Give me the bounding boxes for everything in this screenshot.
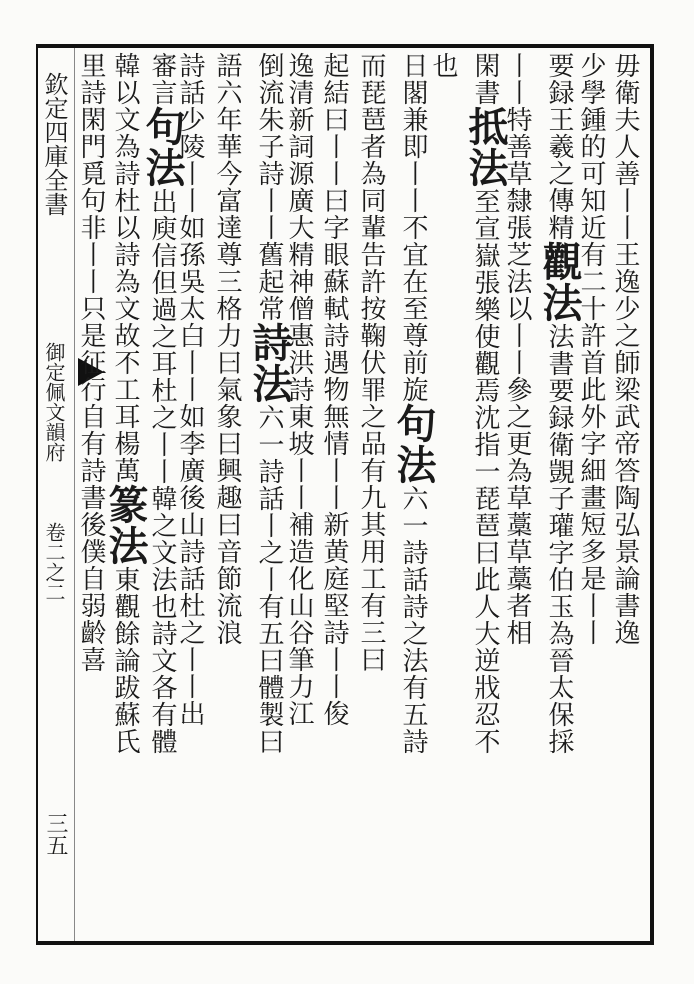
text-column-14: 審言句法出庾信但過之耳杜之丨丨韓之文法也詩文各有體: [139, 52, 186, 755]
text-column-8: 而琵琶者為同輩告許按鞠伏罪之品有九其用工有三曰: [356, 52, 386, 673]
text-column-4: 丨丨特善草隸張芝法以丨丨參之更為草藁草藁者相: [502, 52, 532, 646]
frame-bottom-rule: [36, 941, 654, 945]
text-column-1: 毋衛夫人善丨丨王逸少之師梁武帝答陶弘景論書逸: [610, 52, 640, 646]
heading-term: 篆法: [102, 484, 149, 566]
text-column-5: 閑書抵法至宣嶽張樂使觀焉沈指一琵琶曰此人大逆戕忍不: [462, 52, 509, 755]
heading-term: 抵法: [462, 106, 509, 188]
text-column-11: 倒流朱子詩丨丨舊起常詩法六一詩話丨之丨有五曰體製曰: [246, 52, 293, 755]
heading-term: 句法: [139, 106, 186, 188]
text-column-9: 起結曰丨丨曰字眼蘇軾詩遇物無情丨丨新黄庭堅詩丨丨俊: [319, 52, 349, 727]
heading-term: 觀法: [536, 241, 583, 323]
text-column-12: 語六年華今富達尊三格力曰氣象曰興趣曰音節流浪: [212, 52, 242, 646]
text-column-10: 逸清新詞源廣大精神僧惠洪詩東坡丨丨補造化山谷筆力江: [284, 52, 314, 727]
text-column-3: 要録王羲之傳精觀法法書要録衛覬子瓘字伯玉為晉太保採: [536, 52, 583, 755]
margin-title: 欽定四庫全書: [40, 72, 68, 216]
margin-divider: [74, 48, 75, 941]
margin-page-number: 三五: [43, 812, 68, 856]
margin-column: [38, 52, 72, 938]
text-column-6: 也: [428, 52, 458, 79]
text-column-7: 日閣兼即丨丨不宜在至尊前旋句法六一詩話詩之法有五詩: [390, 52, 437, 755]
heading-term: 詩法: [246, 322, 293, 404]
frame-right-rule: [650, 44, 654, 945]
margin-section: 卷二之二: [42, 522, 66, 602]
text-column-2: 少學鍾的可知近有二十許首此外字細畫短多是丨丨: [576, 52, 606, 646]
margin-subtitle: 御定佩文韻府: [42, 342, 66, 462]
frame-top-rule: [36, 44, 654, 48]
heading-term: 句法: [390, 403, 437, 485]
text-column-13: 詩話少陵丨丨如孫吳太白丨丨如李廣後山詩話杜之丨丨出: [175, 52, 205, 727]
text-column-16: 里詩閑門覓句非丨丨只是征行自有詩書後僕自弱齡喜: [76, 52, 106, 673]
text-column-15: 韓以文為詩杜以詩為文故不工耳楊萬篆法東觀餘論跋蘇氏: [102, 52, 149, 755]
